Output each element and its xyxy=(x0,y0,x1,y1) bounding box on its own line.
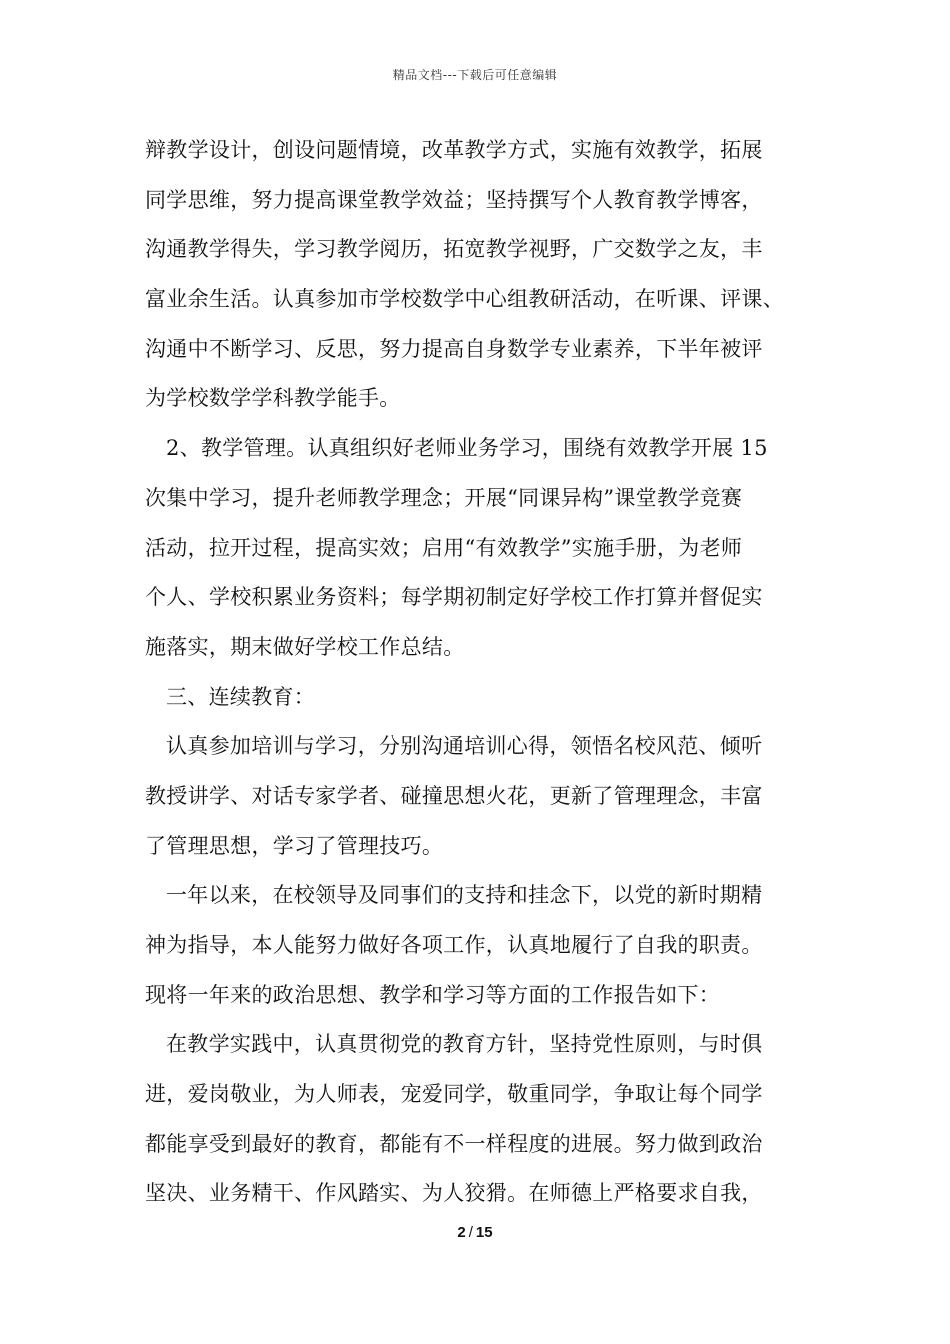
text-line: 都能享受到最好的教育，都能有不一样程度的进展。努力做到政治 xyxy=(145,1131,763,1156)
text-line: 坚决、业务精干、作风踏实、为人狡猾。在师德上严格要求自我， xyxy=(145,1181,763,1206)
text-line: 为学校数学学科教学能手。 xyxy=(145,386,401,411)
text-line: 施落实，期末做好学校工作总结。 xyxy=(145,634,465,659)
text-line: 了管理思想，学习了管理技巧。 xyxy=(145,833,444,858)
text-line: 教授讲学、对话专家学者、碰撞思想火花，更新了管理理念，丰富 xyxy=(145,783,763,808)
text-line: 三、连续教育： xyxy=(166,684,316,709)
text-line: 在教学实践中，认真贯彻党的教育方针，坚持党性原则，与时俱 xyxy=(166,1032,763,1057)
text-line: 进，爱岗敬业，为人师表，宠爱同学，敬重同学，争取让每个同学 xyxy=(145,1082,763,1107)
total-pages-number: 15 xyxy=(475,1224,493,1241)
text-line: 同学思维，努力提高课堂教学效益；坚持撰写个人教育教学博客， xyxy=(145,187,763,212)
text-line: 神为指导，本人能努力做好各项工作，认真地履行了自我的职责。 xyxy=(145,933,763,957)
text-line: 认真参加培训与学习，分别沟通培训心得，领悟名校风范、倾听 xyxy=(166,734,763,759)
text-line: 现将一年来的政治思想、教学和学习等方面的工作报告如下： xyxy=(145,982,721,1007)
text-line: 次集中学习，提升老师教学理念；开展“同课异构”课堂教学竞赛 xyxy=(145,485,743,510)
text-line: 辩教学设计，创设问题情境，改革教学方式，实施有效教学，拓展 xyxy=(145,138,763,162)
body-text xyxy=(145,126,817,1219)
page-header: 精品文档---下载后可任意编辑 xyxy=(392,68,558,82)
current-page-number: 2 xyxy=(457,1224,466,1241)
page-separator: / xyxy=(468,1224,473,1241)
text-line: 活动，拉开过程，提高实效；启用“有效教学”实施手册，为老师 xyxy=(145,535,743,560)
text-line: 沟通中不断学习、反思，努力提高自身数学专业素养，下半年被评 xyxy=(145,336,763,361)
text-line: 一年以来，在校领导及同事们的支持和挂念下，以党的新时期精 xyxy=(166,883,763,908)
text-line: 2、教学管理。认真组织好老师业务学习，围绕有效教学开展 15 xyxy=(166,436,768,461)
text-line: 个人、学校积累业务资料；每学期初制定好学校工作打算并督促实 xyxy=(145,585,763,610)
text-line: 沟通教学得失，学习教学阅历，拓宽教学视野，广交数学之友，丰 xyxy=(145,237,763,262)
text-line: 富业余生活。认真参加市学校数学中心组教研活动，在听课、评课、 xyxy=(145,287,784,312)
page-number xyxy=(0,1224,950,1241)
